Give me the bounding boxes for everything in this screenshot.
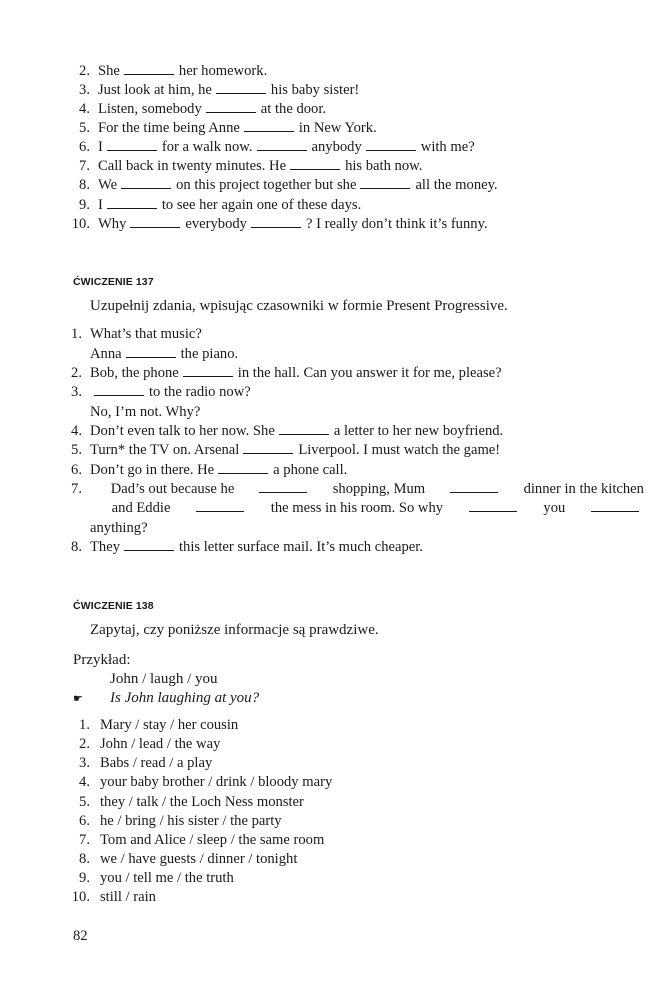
ex137-item-row: [70, 383, 251, 402]
ex137-item-row: [70, 325, 202, 344]
ex138-item-text: he / bring / his sister / the party: [100, 813, 282, 829]
ex138-item-row: [70, 716, 238, 735]
ex136-item-row: [70, 157, 422, 176]
ex137-item-text: a phone call.: [273, 462, 348, 478]
ex138-item-row: [70, 850, 297, 869]
ex138-item-number: 8.: [79, 851, 90, 867]
ex138-item-number: 4.: [79, 774, 90, 790]
answer-blank[interactable]: [216, 81, 266, 94]
ex137-item-row: [70, 480, 644, 499]
ex137-item-row: [70, 364, 502, 383]
ex137-item-text: in the hall. Can you answer it for me, please?: [237, 365, 502, 381]
ex136-item-text: with me?: [420, 139, 475, 155]
answer-blank[interactable]: [259, 480, 307, 493]
ex138-item-text: still / rain: [100, 889, 156, 905]
answer-blank[interactable]: [218, 461, 268, 474]
ex138-item-row: [70, 869, 234, 888]
ex137-item-text: shopping, Mum: [332, 481, 426, 497]
ex137-item-text: the mess in his room. So why: [270, 500, 444, 516]
ex136-item-number: 5.: [79, 120, 90, 136]
ex137-item-number: 1.: [71, 326, 82, 342]
answer-blank[interactable]: [290, 157, 340, 170]
ex138-item-number: 1.: [79, 717, 90, 733]
answer-blank[interactable]: [130, 215, 180, 228]
ex138-item-text: Babs / read / a play: [100, 755, 213, 771]
ex136-item-number: 3.: [79, 82, 90, 98]
ex136-item-row: [70, 62, 267, 81]
ex136-item-number: 10.: [71, 216, 90, 232]
answer-blank[interactable]: [124, 538, 174, 551]
ex136-item-number: 6.: [79, 139, 90, 155]
ex136-item-text: everybody: [185, 216, 247, 232]
ex137-item-row: [70, 519, 148, 538]
ex136-item-text: Why: [98, 216, 127, 232]
ex136-item-text: his baby sister!: [270, 82, 360, 98]
ex137-item-number: 5.: [71, 442, 82, 458]
ex136-item-text: his bath now.: [345, 158, 423, 174]
ex137-item-row: [70, 538, 423, 557]
ex137-item-number: 8.: [71, 539, 82, 555]
ex138-item-number: 9.: [79, 870, 90, 886]
ex138-item-text: John / lead / the way: [100, 736, 221, 752]
ex138-item-text: your baby brother / drink / bloody mary: [100, 774, 333, 790]
ex136-item-number: 9.: [79, 197, 90, 213]
ex138-item-row: [70, 793, 304, 812]
ex137-item-text: anything?: [90, 520, 148, 536]
answer-blank[interactable]: [366, 138, 416, 151]
ex138-item-text: we / have guests / dinner / tonight: [100, 851, 298, 867]
ex136-item-text: ? I really don’t think it’s funny.: [305, 216, 488, 232]
answer-blank[interactable]: [107, 138, 157, 151]
answer-blank[interactable]: [251, 215, 301, 228]
ex136-item-text: Just look at him, he: [98, 82, 212, 98]
answer-blank[interactable]: [279, 422, 329, 435]
ex137-item-text: a letter to her new boyfriend.: [333, 423, 504, 439]
ex138-item-text: Mary / stay / her cousin: [100, 717, 239, 733]
answer-blank[interactable]: [124, 62, 174, 75]
ex137-item-text: the piano.: [180, 346, 239, 362]
ex136-item-text: I: [98, 139, 103, 155]
answer-blank[interactable]: [591, 499, 639, 512]
ex136-item-text: Call back in twenty minutes. He: [98, 158, 287, 174]
ex137-item-row: [70, 461, 347, 480]
ex137-item-text: They: [90, 539, 120, 555]
ex136-item-text: We: [98, 177, 118, 193]
example-answer: Is John laughing at you?: [110, 690, 260, 706]
page-number: 82: [73, 928, 88, 944]
ex136-item-text: to see her again one of these days.: [161, 197, 362, 213]
ex137-item-text: to the radio now?: [149, 384, 251, 400]
example-prompt: John / laugh / you: [110, 671, 218, 687]
ex137-item-text: and Eddie: [111, 500, 171, 516]
ex136-item-number: 4.: [79, 101, 90, 117]
ex137-item-text: No, I’m not. Why?: [90, 404, 201, 420]
answer-blank[interactable]: [360, 176, 410, 189]
ex137-item-text: Liverpool. I must watch the game!: [298, 442, 501, 458]
ex137-item-number: 4.: [71, 423, 82, 439]
answer-blank[interactable]: [469, 499, 517, 512]
ex136-item-text: for a walk now.: [161, 139, 253, 155]
exercise-137-heading: ĆWICZENIE 137: [73, 276, 154, 288]
answer-blank[interactable]: [126, 345, 176, 358]
ex137-item-number: 7.: [71, 481, 82, 497]
ex138-item-number: 6.: [79, 813, 90, 829]
ex136-item-number: 7.: [79, 158, 90, 174]
ex137-item-row: [70, 499, 644, 518]
ex137-item-row: [70, 441, 500, 460]
ex136-item-number: 2.: [79, 63, 90, 79]
ex137-item-text: Don’t even talk to her now. She: [90, 423, 275, 439]
ex138-item-text: you / tell me / the truth: [100, 870, 234, 886]
ex138-item-row: [70, 773, 332, 792]
ex136-item-text: Listen, somebody: [98, 101, 202, 117]
ex138-item-number: 7.: [79, 832, 90, 848]
ex137-item-row: [70, 345, 238, 364]
ex138-item-row: [70, 754, 212, 773]
ex136-item-text: For the time being Anne: [98, 120, 240, 136]
ex138-item-row: [70, 735, 220, 754]
ex137-item-text: Turn* the TV on. Arsenal: [90, 442, 240, 458]
answer-blank[interactable]: [121, 176, 171, 189]
ex136-item-text: I: [98, 197, 103, 213]
answer-blank[interactable]: [257, 138, 307, 151]
ex136-item-row: [70, 81, 359, 100]
ex138-item-number: 10.: [71, 889, 90, 905]
ex137-item-text: Dad’s out because he: [110, 481, 235, 497]
ex138-item-text: Tom and Alice / sleep / the same room: [100, 832, 325, 848]
ex136-item-text: at the door.: [260, 101, 327, 117]
answer-blank[interactable]: [243, 441, 293, 454]
ex136-item-row: [70, 138, 475, 157]
ex138-item-row: [70, 831, 324, 850]
ex137-item-row: [70, 422, 503, 441]
pointing-hand-icon: ☛: [73, 693, 83, 705]
ex137-item-number: 2.: [71, 365, 82, 381]
exercise-138-heading: ĆWICZENIE 138: [73, 600, 154, 612]
ex136-item-row: [70, 176, 498, 195]
ex137-item-text: Don’t go in there. He: [90, 462, 215, 478]
ex137-item-text: dinner in the kitchen: [523, 481, 644, 497]
ex138-item-number: 5.: [79, 794, 90, 810]
ex137-item-number: 6.: [71, 462, 82, 478]
exercise-138-instruction: Zapytaj, czy poniższe informacje są prawdziwe.: [90, 622, 379, 638]
ex137-item-number: 3.: [71, 384, 82, 400]
answer-blank[interactable]: [206, 100, 256, 113]
ex136-item-text: all the money.: [415, 177, 498, 193]
ex137-item-text: this letter surface mail. It’s much cheaper.: [179, 539, 423, 555]
example-label: Przykład:: [73, 652, 131, 668]
ex138-item-row: [70, 812, 282, 831]
answer-blank[interactable]: [183, 364, 233, 377]
ex137-item-text: you: [543, 500, 566, 516]
ex138-item-number: 2.: [79, 736, 90, 752]
ex136-item-row: [70, 215, 488, 234]
ex138-item-row: [70, 888, 156, 907]
ex136-item-number: 8.: [79, 177, 90, 193]
ex136-item-text: in New York.: [298, 120, 377, 136]
answer-blank[interactable]: [450, 480, 498, 493]
ex136-item-row: [70, 196, 361, 215]
answer-blank[interactable]: [94, 383, 144, 396]
ex136-item-text: on this project together but she: [176, 177, 357, 193]
ex136-item-row: [70, 119, 377, 138]
ex138-item-text: they / talk / the Loch Ness monster: [100, 794, 304, 810]
answer-blank[interactable]: [107, 196, 157, 209]
ex137-item-text: What’s that music?: [90, 326, 202, 342]
ex138-item-number: 3.: [79, 755, 90, 771]
ex136-item-row: [70, 100, 326, 119]
ex137-item-text: Anna: [90, 346, 122, 362]
ex137-item-row: [70, 403, 200, 422]
ex136-item-text: She: [98, 63, 120, 79]
exercise-137-instruction: Uzupełnij zdania, wpisując czasowniki w formie Present Progressive.: [90, 298, 508, 314]
ex137-item-text: Bob, the phone: [90, 365, 179, 381]
ex136-item-text: her homework.: [178, 63, 268, 79]
answer-blank[interactable]: [196, 499, 244, 512]
answer-blank[interactable]: [244, 119, 294, 132]
ex136-item-text: anybody: [311, 139, 362, 155]
